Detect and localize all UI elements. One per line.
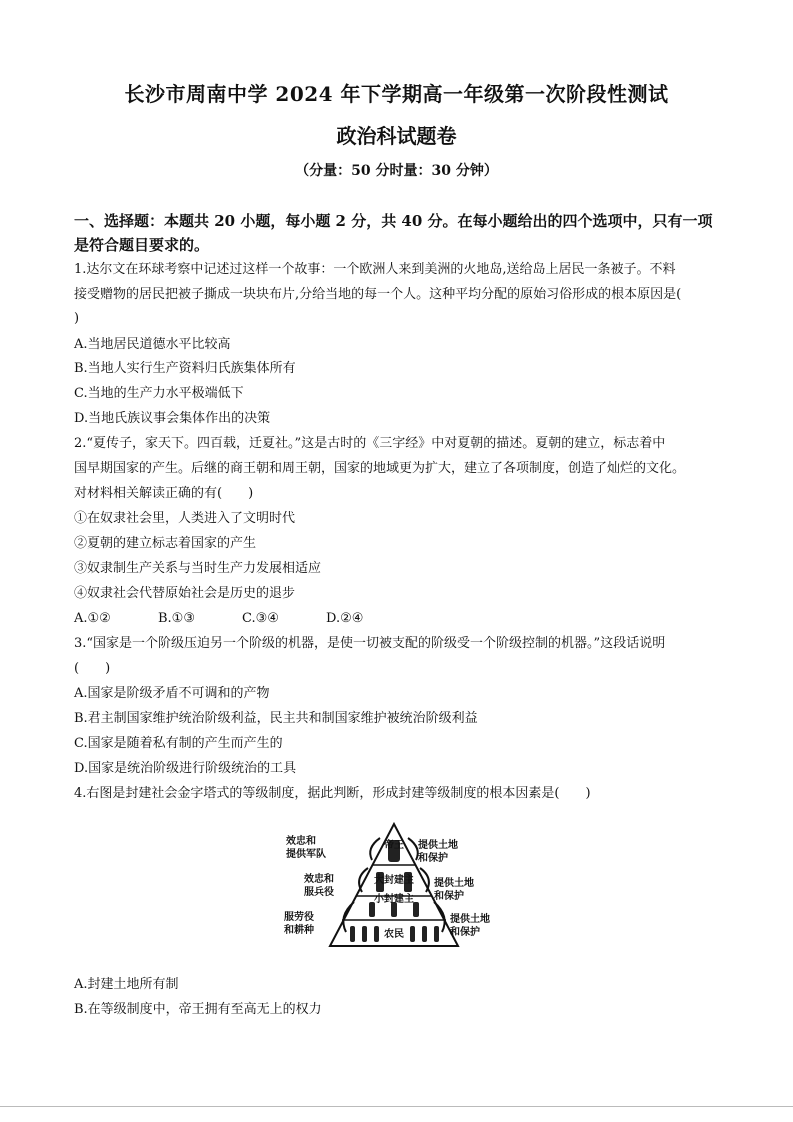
right-label-4: 和保护	[434, 891, 464, 902]
section-heading-line-1: 一、选择题：本题共 20 小题，每小题 2 分，共 40 分。在每小题给出的四个选项中，只有一项	[74, 212, 713, 230]
down-arrow-icon	[408, 838, 418, 860]
q3-stem-line-2: ( )	[74, 661, 111, 676]
q1-option-d: D.当地氏族议事会集体作出的决策	[74, 411, 271, 426]
right-label-3: 提供土地	[434, 878, 474, 889]
feudal-pyramid-illustration	[284, 820, 504, 955]
tier-label-great-lord: 大封建主	[374, 875, 414, 886]
q2-option-d: D.②④	[326, 611, 364, 626]
exam-title: 长沙市周南中学 2024 年下学期高一年级第一次阶段性测试	[124, 82, 669, 106]
q1-option-b: B.当地人实行生产资料归氏族集体所有	[74, 361, 296, 376]
peasant-figure	[350, 926, 355, 942]
q4-option-a: A.封建土地所有制	[74, 977, 179, 992]
page-bottom-rule	[0, 1106, 793, 1107]
q4-option-b: B.在等级制度中，帝王拥有至高无上的权力	[74, 1002, 322, 1017]
q2-options	[74, 610, 410, 628]
q1-stem-line-2: 接受赠物的居民把被子撕成一块块布片,分给当地的每一个人。这种平均分配的原始习俗形成的根本原因是(	[74, 287, 682, 302]
q2-statement-1: ①在奴隶社会里，人类进入了文明时代	[74, 511, 296, 526]
q2-statement-4: ④奴隶社会代替原始社会是历史的退步	[74, 586, 296, 601]
q2-stem-line-1: 2.“夏传子，家天下。四百载，迁夏社。”这是古时的《三字经》中对夏朝的描述。夏朝的建立，标志着中	[74, 436, 666, 451]
q3-option-c: C.国家是随着私有制的产生而产生的	[74, 736, 283, 751]
q1-option-a: A.当地居民道德水平比较高	[74, 337, 231, 352]
left-label-4: 服兵役	[304, 887, 334, 898]
peasant-figure	[362, 926, 367, 942]
peasant-figure	[434, 926, 439, 942]
right-label-6: 和保护	[450, 927, 480, 938]
q3-option-b: B.君主制国家维护统治阶级利益，民主共和制国家维护被统治阶级利益	[74, 711, 478, 726]
q3-option-d: D.国家是统治阶级进行阶级统治的工具	[74, 761, 297, 776]
q3-option-a: A.国家是阶级矛盾不可调和的产物	[74, 686, 270, 701]
left-label-1: 效忠和	[286, 836, 316, 847]
feudal-pyramid-figure	[284, 820, 504, 955]
peasant-figure	[422, 926, 427, 942]
q3-stem-line-1: 3.“国家是一个阶级压迫另一个阶级的机器，是使一切被支配的阶级受一个阶级控制的机器。”这段话说明	[74, 636, 666, 651]
q2-stem-line-3: 对材料相关解读正确的有( )	[74, 486, 254, 501]
left-label-5: 服劳役	[284, 912, 314, 923]
left-label-3: 效忠和	[304, 874, 334, 885]
tier-label-small-lord: 小封建主	[374, 894, 414, 905]
q1-stem-line-1: 1.达尔文在环球考察中记述过这样一个故事：一个欧洲人来到美洲的火地岛,送给岛上居民一条被子。不料	[74, 262, 676, 277]
tier-label-emperor: 帝王	[384, 840, 404, 851]
right-label-1: 提供土地	[418, 840, 458, 851]
right-label-5: 提供土地	[450, 914, 490, 925]
tier-label-peasant: 农民	[384, 929, 404, 940]
section-heading-line-2: 是符合题目要求的。	[74, 236, 210, 254]
exam-subtitle: 政治科试题卷	[336, 124, 457, 148]
peasant-figure	[410, 926, 415, 942]
q2-stem-line-2: 国早期国家的产生。后继的商王朝和周王朝，国家的地域更为扩大，建立了各项制度，创造了灿烂的文化。	[74, 461, 686, 476]
exam-meta: （分量：50 分时量：30 分钟）	[295, 163, 498, 179]
up-arrow-icon	[370, 838, 380, 860]
q4-stem-line: 4.右图是封建社会金字塔式的等级制度，据此判断，形成封建等级制度的根本因素是( )	[74, 786, 591, 801]
left-label-2: 提供军队	[286, 849, 326, 860]
q2-option-c: C.③④	[242, 611, 279, 626]
q2-statement-3: ③奴隶制生产关系与当时生产力发展相适应	[74, 561, 322, 576]
peasant-figure	[374, 926, 379, 942]
right-label-2: 和保护	[418, 853, 448, 864]
q2-option-b: B.①③	[158, 611, 195, 626]
q2-option-a: A.①②	[74, 611, 111, 626]
left-label-6: 和耕种	[284, 925, 314, 936]
q1-option-c: C.当地的生产力水平极端低下	[74, 386, 244, 401]
q2-statement-2: ②夏朝的建立标志着国家的产生	[74, 536, 257, 551]
q1-stem-line-3: )	[74, 311, 80, 326]
